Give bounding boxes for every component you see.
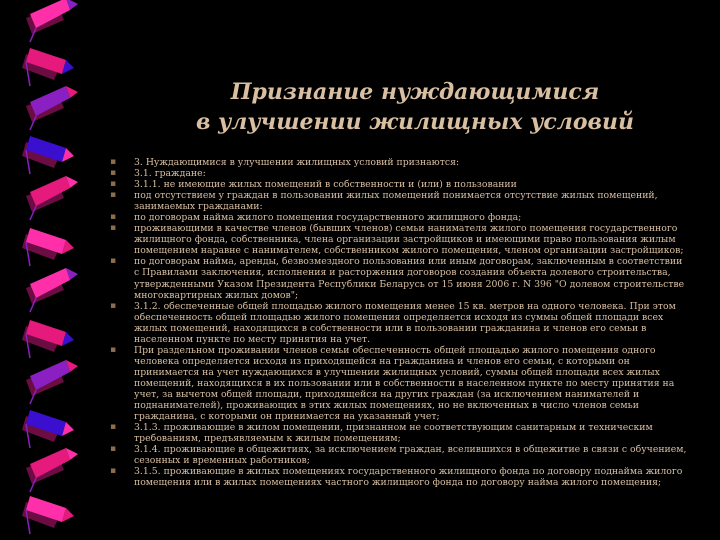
ribbon-segment xyxy=(26,360,78,404)
list-item-line: 3.1.4. проживающие в общежитиях, за исключением граждан, вселившихся в общежитие в связи с обучением, xyxy=(134,444,687,456)
bullet-icon: ▪ xyxy=(110,300,117,311)
bullet-icon: ▪ xyxy=(110,223,117,234)
list-item xyxy=(108,422,708,444)
list-item-line: жилых помещений, находящихся в собственности или в пользовании гражданина и членов его семьи в xyxy=(134,322,647,334)
list-item-line: многоквартирных жилых домов"; xyxy=(134,289,299,301)
list-item-line: 3.1. граждане: xyxy=(134,168,206,180)
list-item xyxy=(108,466,708,488)
list-item-line: учет, за вычетом общей площади, приходящейся на других граждан (за исключением нанимателей и xyxy=(134,388,640,400)
list-item-line: 3.1.3. проживающие в жилом помещении, признанном не соответствующим санитарным и техническим xyxy=(134,422,653,434)
list-item-line: утвержденными Указом Президента Республики Беларусь от 15 июня 2006 г. N 396 "О долевом строительстве xyxy=(134,278,685,290)
bullet-icon: ▪ xyxy=(110,179,117,190)
bullet-icon: ▪ xyxy=(110,256,117,267)
list-item-line: жилищного фонда, собственника, члена организации застройщиков и имеющими право пользования жилым xyxy=(134,234,676,246)
decorative-ribbon-border xyxy=(0,0,110,540)
list-item-line: помещения или в жилых помещениях частного жилищного фонда по договору найма жилого помещения; xyxy=(134,477,662,489)
bullet-icon: ▪ xyxy=(110,212,117,223)
list-item-line: с Правилами заключения, исполнения и расторжения договоров создания объекта долевого строительства, xyxy=(134,267,671,279)
list-item-line: принимается на учет нуждающихся в улучшении жилищных условий, суммы общей площади всех жилых xyxy=(134,366,660,378)
slide-title xyxy=(150,77,680,137)
list-item-line: обеспеченность общей площадью жилого помещения определяется исходя из суммы общей площади всех xyxy=(134,311,664,323)
list-item-line: населенном пункте по месту принятия на учет. xyxy=(134,333,371,345)
list-item-line: сезонных и временных работников; xyxy=(134,455,310,467)
list-item xyxy=(108,444,708,466)
ribbon-segment xyxy=(26,86,78,130)
list-item-line: 3.1.5. проживающие в жилых помещениях государственного жилищного фонда по договору поднайма жилого xyxy=(134,466,683,478)
list-item xyxy=(108,256,708,300)
list-item-line: по договорам найма, аренды, безвозмездного пользования или иным договорам, заключенным в соответствии xyxy=(134,256,683,268)
ribbon-segment xyxy=(22,136,74,174)
list-item xyxy=(108,179,708,190)
bullet-icon: ▪ xyxy=(110,422,117,433)
bullet-list xyxy=(108,157,708,488)
ribbon-segment xyxy=(22,410,74,448)
ribbon-segment xyxy=(26,0,78,42)
ribbon-segment xyxy=(26,448,78,492)
list-item xyxy=(108,345,708,422)
ribbon-segment xyxy=(26,176,78,220)
list-item-line: по договорам найма жилого помещения государственного жилищного фонда; xyxy=(134,212,522,224)
bullet-icon: ▪ xyxy=(110,344,117,355)
list-item xyxy=(108,301,708,345)
ribbon-segment xyxy=(22,228,74,266)
list-item-line: проживающими в качестве членов (бывших членов) семьи нанимателя жилого помещения государственного xyxy=(134,223,678,235)
list-item xyxy=(108,168,708,179)
list-item-line: помещением наравне с нанимателем, собственником жилого помещения, членом организации застройщиков; xyxy=(134,245,684,257)
list-item-line: поднанимателей), проживающих в этих жилых помещениях, но не включенных в число членов семьи xyxy=(134,400,639,412)
bullet-icon: ▪ xyxy=(110,444,117,455)
ribbon-segment xyxy=(22,48,74,86)
list-item-line: требованиям, предъявляемым к жилым помещениям; xyxy=(134,433,401,445)
list-item-line: При раздельном проживании членов семьи обеспеченность общей площадью жилого помещения одного xyxy=(134,344,656,356)
list-item-line: 3.1.1. не имеющие жилых помещений в собственности и (или) в пользовании xyxy=(134,179,517,191)
list-item xyxy=(108,223,708,256)
list-item-line: под отсутствием у граждан в пользовании жилых помещений понимается отсутствие жилых помещений, xyxy=(134,190,658,202)
list-item-line: 3.1.2. обеспеченные общей площадью жилого помещения менее 15 кв. метров на одного человека. При этом xyxy=(134,300,676,312)
list-item-line: гражданина, с которыми он принимается на указанный учет; xyxy=(134,411,440,423)
list-item-line: помещений, находящихся в их пользовании или в собственности в населенном пункте по месту принятия на xyxy=(134,377,675,389)
bullet-icon: ▪ xyxy=(110,168,117,179)
ribbon-segment xyxy=(22,496,74,534)
list-item xyxy=(108,190,708,212)
list-item-line: 3. Нуждающимися в улучшении жилищных условий признаются: xyxy=(134,157,460,168)
list-item xyxy=(108,212,708,223)
bullet-icon: ▪ xyxy=(110,466,117,477)
list-item-line: человека определяется исходя из приходящейся на гражданина и членов его семьи, с которыми он xyxy=(134,355,630,367)
list-item-line: занимаемых гражданами: xyxy=(134,201,263,213)
bullet-icon: ▪ xyxy=(110,157,117,167)
ribbon-segment xyxy=(22,320,74,358)
ribbon-segment xyxy=(26,268,78,312)
slide-title-line-1: Признание нуждающимися xyxy=(230,78,600,105)
slide-title-line-2: в улучшении жилищных условий xyxy=(196,108,634,135)
bullet-icon: ▪ xyxy=(110,190,117,201)
list-item xyxy=(108,157,708,168)
